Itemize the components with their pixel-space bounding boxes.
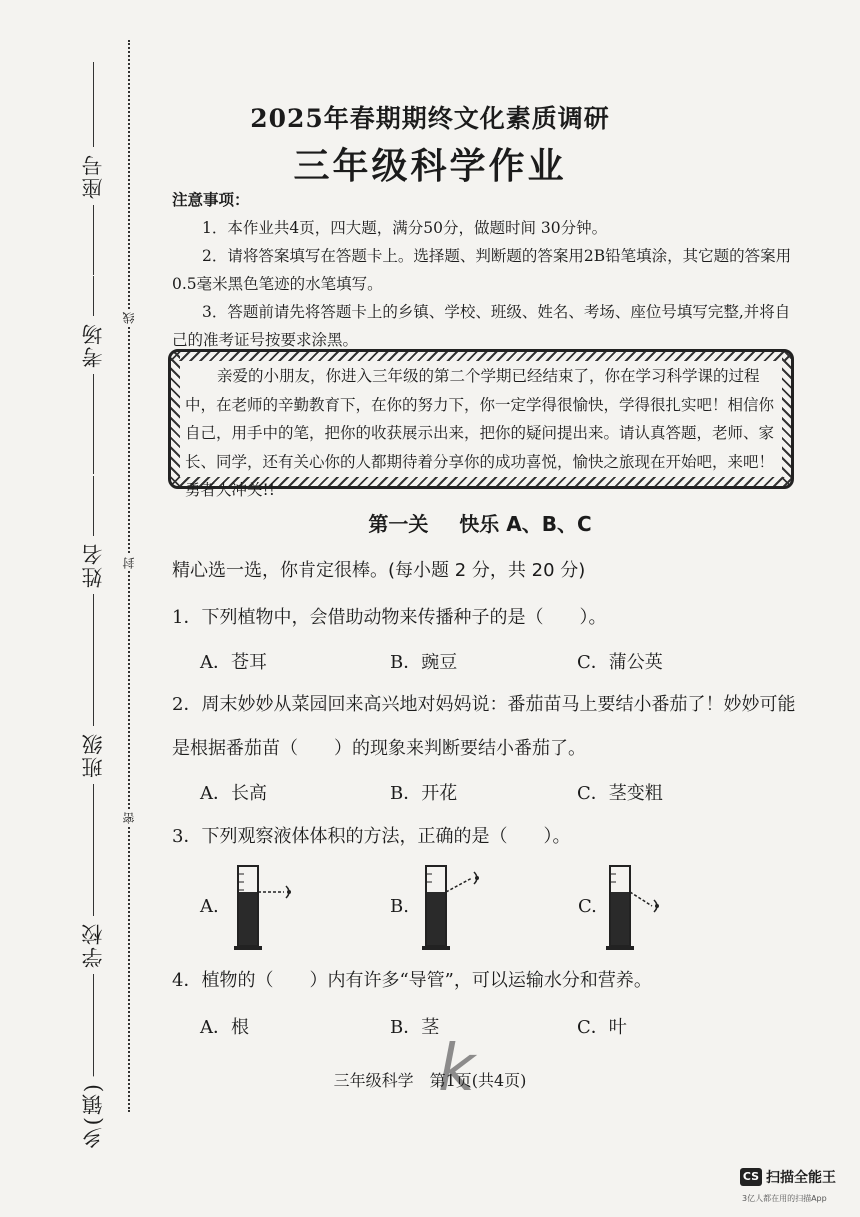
option-a[interactable]: A．长高 (200, 783, 267, 804)
graduated-cylinder-icon (418, 862, 488, 952)
seat-label: 座号 (81, 153, 105, 199)
graduated-cylinder-icon (230, 862, 300, 952)
option-b[interactable]: B．豌豆 (390, 652, 458, 673)
graduated-cylinder-icon (602, 862, 672, 952)
note-item: 2．请将答案填写在答题卡上。选择题、判断题的答案用2B铅笔填涂，其它题的答案用0.5毫米黑色笔迹的水笔填写。 (172, 247, 792, 293)
question-2: 2．周末妙妙从菜园回来高兴地对妈妈说：番茄苗马上要结小番茄了！妙妙可能是根据番茄苗（ ）的现象来判断要结小番茄了。 (172, 694, 796, 759)
option-b[interactable]: B. (390, 896, 409, 917)
section-title-level: 第一关 (368, 512, 429, 536)
town-fill-line (92, 1006, 94, 1076)
exam-room-field (78, 270, 108, 480)
cylinder-figure-a (230, 862, 300, 956)
cut-mark-secret: 密 (122, 812, 136, 824)
question-3: 3．下列观察液体体积的方法，正确的是（ ）。 (172, 826, 571, 847)
class-fill-line (92, 646, 94, 726)
question-4: 4．植物的（ ）内有许多“导管”，可以运输水分和营养。 (172, 970, 652, 991)
notes-heading: 注意事项： (172, 190, 250, 209)
cylinder-figure-c (602, 862, 672, 956)
option-a[interactable]: A．根 (200, 1017, 249, 1038)
intro-text: 亲爱的小朋友，你进入三年级的第二个学期已经结束了，你在学习科学课的过程中，在老师的辛勤教育下，在你的努力下，你一定学得很愉快，学得很扎实吧！相信你自己，用手中的笔，把你的收获展示出来，把你的疑问提出来。请认真答题，老师、家长、同学，还有关心你的人都期待着分享你的成功喜悦，愉快之旅现在开始吧，来吧！勇者大冲关!! (185, 367, 775, 499)
cut-mark-line: 线 (122, 312, 136, 324)
option-b[interactable]: B．开花 (390, 783, 458, 804)
scanner-app-name: 扫描全能王 (766, 1170, 836, 1186)
name-label: 姓名 (81, 542, 105, 588)
scanner-badge (740, 1167, 836, 1187)
seat-fill-line (92, 205, 94, 275)
section-title (0, 508, 860, 537)
page-footer: 三年级科学 第1页(共4页) (333, 1071, 527, 1090)
notes-block (172, 186, 802, 354)
cylinder-figure-b (418, 862, 488, 956)
watermark-letter: k (438, 1032, 476, 1106)
option-b[interactable]: B．茎 (390, 1017, 440, 1038)
section-title-name: 快乐 A、B、C (459, 512, 592, 536)
note-item: 1．本作业共4页，四大题，满分50分，做题时间 30分钟。 (202, 219, 608, 237)
option-c[interactable]: C．叶 (577, 1017, 627, 1038)
exam-room-fill-line (92, 276, 94, 316)
exam-room-label: 考场 (81, 322, 105, 368)
section-instruction: 精心选一选，你肯定很棒。(每小题 2 分，共 20 分) (172, 560, 586, 581)
option-c[interactable]: C. (578, 896, 597, 917)
exam-room-fill-line (92, 374, 94, 474)
exam-subtitle: 三年级科学作业 (293, 145, 567, 187)
town-label: 乡(镇) (81, 1082, 105, 1149)
scanner-slogan: 3亿人都在用的扫描App (742, 1194, 827, 1203)
binding-dotted-line (128, 40, 130, 1112)
school-fill-line (92, 836, 94, 916)
class-label: 班级 (81, 732, 105, 778)
cut-mark-seal: 封 (122, 557, 136, 569)
note-item: 3．答题前请先将答题卡上的乡镇、学校、班级、姓名、考场、座位号填写完整,并将自己的准考证号按要求涂黑。 (172, 303, 791, 349)
exam-title: 2025年春期期终文化素质调研 (250, 104, 610, 133)
option-a[interactable]: A. (200, 896, 219, 917)
option-c[interactable]: C．茎变粗 (577, 783, 663, 804)
option-c[interactable]: C．蒲公英 (577, 652, 663, 673)
camscanner-icon: CS (740, 1168, 762, 1186)
intro-decorated-box (168, 349, 794, 499)
question-1: 1．下列植物中，会借助动物来传播种子的是（ ）。 (172, 607, 607, 628)
option-a[interactable]: A．苍耳 (200, 652, 267, 673)
school-label: 学校 (81, 922, 105, 968)
